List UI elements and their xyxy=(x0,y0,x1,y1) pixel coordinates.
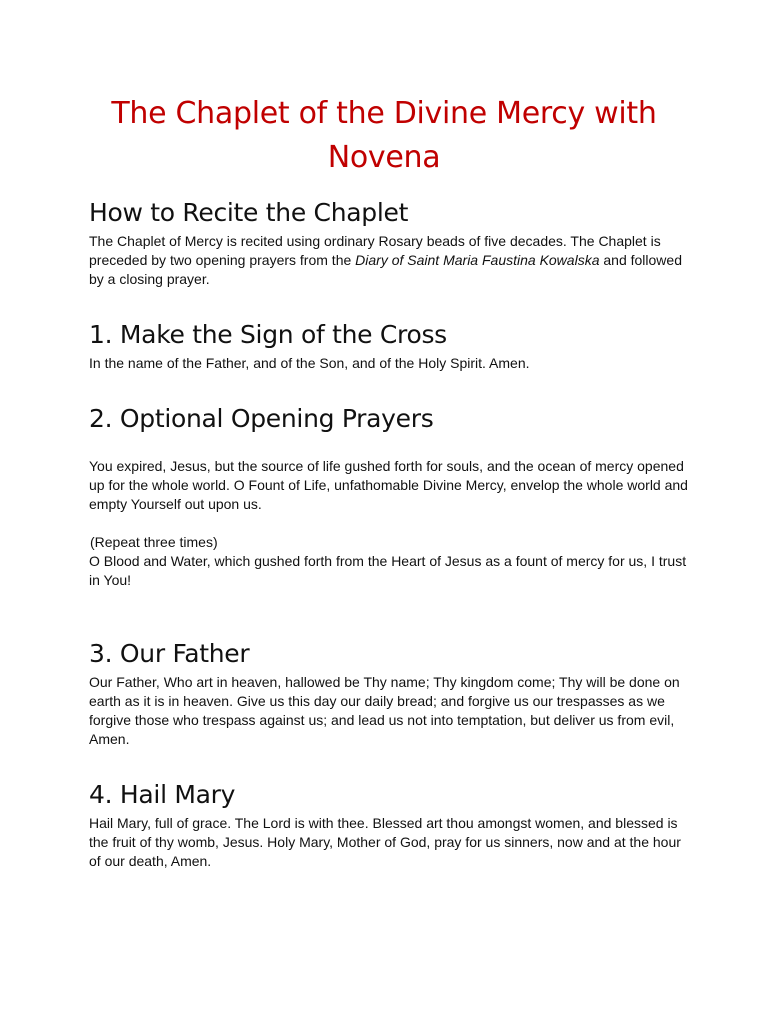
document-title: The Chaplet of the Divine Mercy with Novena xyxy=(111,96,657,175)
heading-opening-prayers: 2. Optional Opening Prayers xyxy=(89,404,434,433)
opening-prayer-text: You expired, Jesus, but the source of life gushed forth for souls, and the ocean of mercy opened up for the whole world. O Fount of Life, unfathomable Divine Mercy, envelop the whole world and empty Yourself out upon us. xyxy=(89,458,688,512)
sign-of-cross-text: In the name of the Father, and of the Son, and of the Holy Spirit. Amen. xyxy=(89,355,530,371)
intro-text-italic: Diary of Saint Maria Faustina Kowalska xyxy=(355,252,600,268)
intro-text-before: The Chaplet of Mercy is recited using ordinary Rosary beads of five decades. The Chaplet is preceded by two opening prayers from the xyxy=(89,233,661,268)
heading-how-to-recite: How to Recite the Chaplet xyxy=(89,198,409,227)
repeat-prayer-text: O Blood and Water, which gushed forth from the Heart of Jesus as a fount of mercy for us, I trust in You! xyxy=(89,553,687,588)
repeat-note: (Repeat three times) xyxy=(90,534,218,550)
intro-paragraph xyxy=(89,232,689,289)
heading-sign-of-cross: 1. Make the Sign of the Cross xyxy=(89,320,447,349)
heading-our-father: 3. Our Father xyxy=(89,639,250,668)
intro-text-after: and followed by a closing prayer. xyxy=(89,252,682,287)
heading-hail-mary: 4. Hail Mary xyxy=(89,780,236,809)
our-father-text: Our Father, Who art in heaven, hallowed be Thy name; Thy kingdom come; Thy will be done on earth as it is in heaven. Give us this day our daily bread; and forgive us our trespasses as we forgive those who trespass against us; and lead us not into temptation, but deliver us from evil, Amen. xyxy=(89,674,680,747)
hail-mary-text: Hail Mary, full of grace. The Lord is with thee. Blessed art thou amongst women, and blessed is the fruit of thy womb, Jesus. Holy Mary, Mother of God, pray for us sinners, now and at the hour of our death, Amen. xyxy=(89,815,681,869)
